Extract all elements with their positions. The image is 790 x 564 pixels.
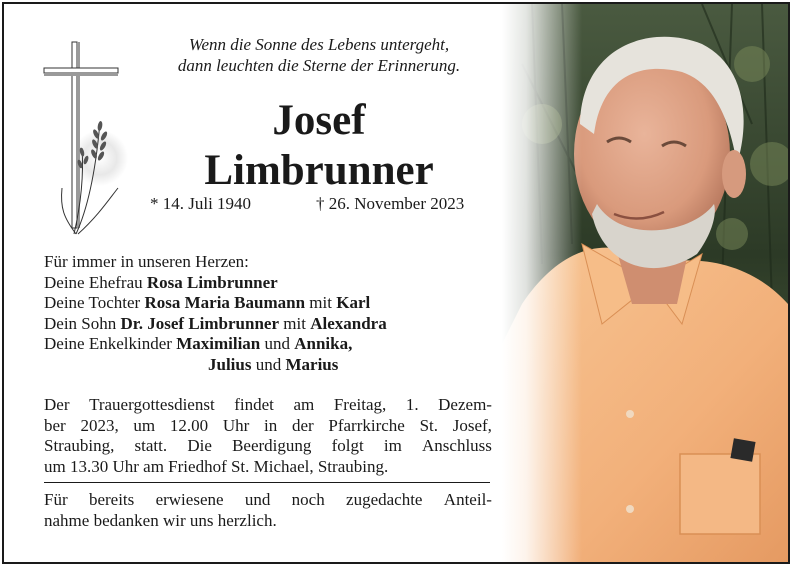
word: Für <box>44 490 68 509</box>
thanks-line-2-text: nahme bedanken wir uns herzlich. <box>44 510 277 530</box>
word: der <box>291 415 314 435</box>
service-line-2 <box>44 416 492 437</box>
family-intro: Für immer in unseren Herzen: <box>44 252 249 271</box>
family-row-daughter <box>44 293 504 314</box>
portrait-photo <box>502 4 788 562</box>
birth-date: * 14. Juli 1940 <box>150 194 252 213</box>
son-with: mit <box>283 313 306 333</box>
word: statt. <box>134 436 168 455</box>
service-line-1 <box>44 395 492 416</box>
grandchild-3: Julius <box>208 354 252 374</box>
word: Die <box>187 436 212 455</box>
thanks-note <box>44 490 492 531</box>
word: St. <box>419 415 439 435</box>
word: Josef, <box>452 415 492 435</box>
grandchild-1: Maximilian <box>176 334 261 353</box>
photo-fade <box>502 4 582 562</box>
thanks-line-2 <box>44 511 492 532</box>
word: Dezem- <box>438 395 492 414</box>
deceased-name <box>154 96 484 196</box>
word: Uhr <box>222 415 250 435</box>
motto <box>124 34 514 76</box>
and-2: und <box>255 354 282 374</box>
wife-prefix: Deine Ehefrau <box>44 272 143 292</box>
son-partner: Alexandra <box>310 313 387 333</box>
grandchild-4: Marius <box>285 354 339 374</box>
first-name: Josef <box>272 97 366 144</box>
word: Beerdigung <box>232 436 312 455</box>
word: folgt <box>331 436 364 455</box>
word: Freitag, <box>333 395 387 414</box>
word: am <box>293 395 315 414</box>
word: Der <box>44 395 70 414</box>
divider <box>44 482 490 483</box>
word: 1. <box>405 395 419 414</box>
word: und <box>244 490 271 509</box>
word: Anschluss <box>422 436 492 455</box>
service-line-3 <box>44 436 492 457</box>
family-row-wife <box>44 273 504 294</box>
son-prefix: Dein Sohn <box>44 313 117 333</box>
word: 12.00 <box>169 415 209 435</box>
word: findet <box>234 395 274 414</box>
service-line-4-text: um 13.30 Uhr am Friedhof St. Michael, Straubing. <box>44 456 389 476</box>
daughter-with: mit <box>309 293 332 312</box>
grandchild-2: Annika, <box>294 334 353 353</box>
word: in <box>264 415 278 435</box>
son-name: Dr. Josef Limbrunner <box>120 313 280 333</box>
word: im <box>383 436 402 455</box>
word: noch <box>291 490 325 509</box>
daughter-partner: Karl <box>336 293 371 312</box>
last-name: Limbrunner <box>204 147 434 194</box>
wife-name: Rosa Limbrunner <box>146 272 278 292</box>
family-row-grandchildren <box>44 334 504 355</box>
obituary-card <box>2 2 790 564</box>
word: zugedachte <box>346 490 423 509</box>
family-row-son <box>44 314 504 335</box>
word: bereits <box>88 490 135 509</box>
thanks-line-1 <box>44 490 492 511</box>
daughter-prefix: Deine Tochter <box>44 293 141 312</box>
death-date: † 26. November 2023 <box>316 194 465 213</box>
word: Pfarrkirche <box>328 415 405 435</box>
word: um <box>133 415 156 435</box>
word: Straubing, <box>44 436 115 455</box>
service-line-4 <box>44 457 492 478</box>
motto-line-2: dann leuchten die Sterne der Erinnerung. <box>177 56 461 75</box>
word: Trauergottesdienst <box>89 395 215 414</box>
cross-with-wheat-icon <box>40 38 130 238</box>
service-notice <box>44 395 492 477</box>
motto-line-1: Wenn die Sonne des Lebens untergeht, <box>188 35 450 54</box>
word: 2023, <box>80 415 119 435</box>
family-list <box>44 252 504 375</box>
grandchildren-prefix: Deine Enkelkinder <box>44 334 172 353</box>
word: ber <box>44 415 66 435</box>
word: erwiesene <box>155 490 224 509</box>
daughter-name: Rosa Maria Baumann <box>144 293 306 312</box>
and-1: und <box>264 334 290 353</box>
family-row-grandchildren-2 <box>44 355 504 376</box>
word: Anteil- <box>443 490 492 509</box>
